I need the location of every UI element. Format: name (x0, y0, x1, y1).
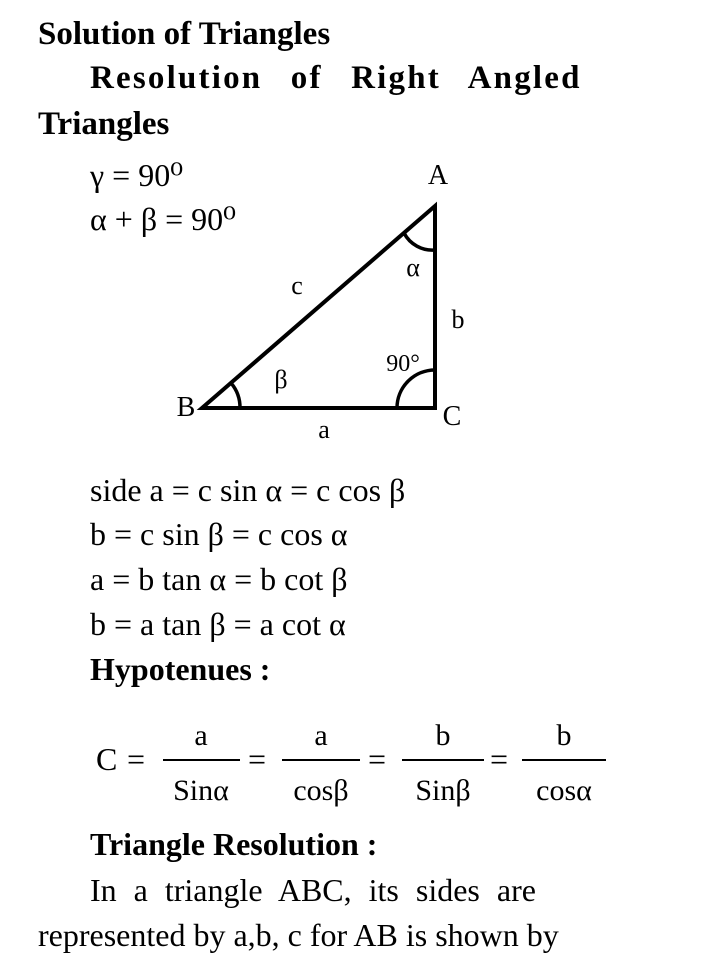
hypotenuse-lhs: C (96, 741, 118, 777)
equals-sign: = (368, 741, 387, 777)
formula-a-tan: a = b tan α = b cot β (90, 561, 348, 597)
hypotenuse-heading: Hypotenues : (90, 651, 271, 687)
side-a-label: a (318, 415, 330, 444)
fraction-numerator: a (314, 719, 328, 752)
resolution-text-line1: In a triangle ABC, its sides are (90, 872, 536, 908)
angle-beta-label: β (274, 365, 288, 394)
vertex-a-label: A (427, 160, 449, 191)
fraction-denominator: Sinα (173, 774, 229, 807)
fraction-numerator: b (556, 719, 572, 752)
formula-side-a: side a = c sin α = c cos β (90, 472, 406, 508)
section-title: Resolution of Right Angled (90, 60, 582, 96)
resolution-text-line2: represented by a,b, c for AB is shown by (38, 917, 559, 953)
angle-alpha-label: α (406, 253, 420, 282)
section-title-continued: Triangles (38, 106, 170, 142)
equals-sign: = (248, 741, 267, 777)
side-b-label: b (451, 305, 465, 334)
equals-sign: = (490, 741, 509, 777)
fraction-numerator: b (435, 719, 451, 752)
fraction-numerator: a (194, 719, 208, 752)
vertex-c-label: C (442, 401, 462, 432)
vertex-b-label: B (176, 392, 196, 423)
right-angle-label: 90° (386, 351, 420, 377)
formula-b-tan: b = a tan β = a cot α (90, 606, 346, 642)
fraction-denominator: cosβ (293, 774, 349, 807)
equals-sign: = (127, 741, 146, 777)
side-c-label: c (291, 271, 303, 300)
page-title: Solution of Triangles (38, 16, 331, 52)
fraction-denominator: cosα (536, 774, 592, 807)
gamma-equation: γ = 90⁰ (90, 157, 184, 193)
alpha-beta-equation: α + β = 90⁰ (90, 201, 236, 237)
formula-side-b: b = c sin β = c cos α (90, 516, 348, 552)
triangle-resolution-heading: Triangle Resolution : (90, 826, 378, 862)
fraction-denominator: Sinβ (415, 774, 471, 807)
